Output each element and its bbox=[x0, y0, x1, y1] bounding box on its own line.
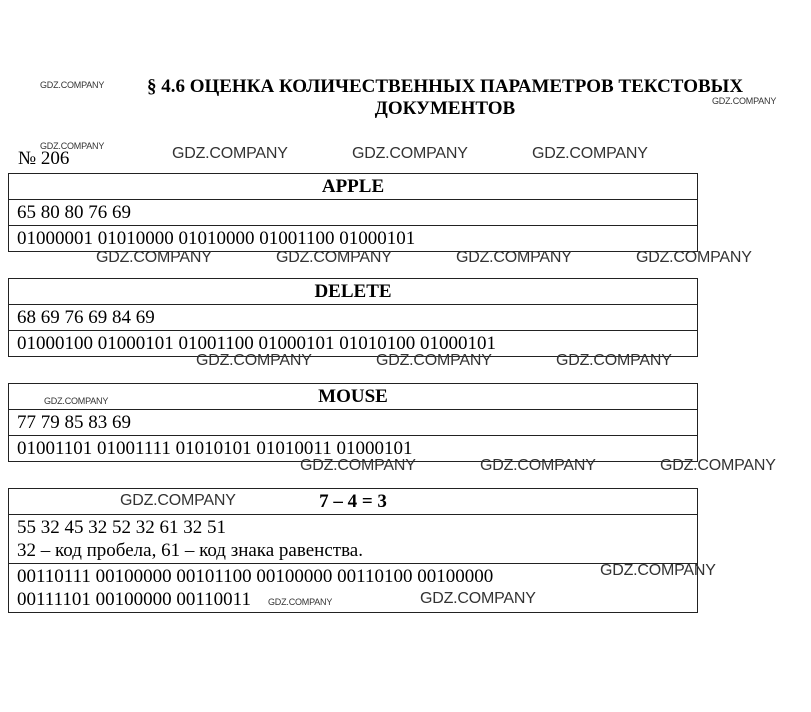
section-title bbox=[90, 76, 800, 120]
table-heading: DELETE bbox=[9, 279, 697, 305]
section-title-line1: § 4.6 ОЦЕНКА КОЛИЧЕСТВЕННЫХ ПАРАМЕТРОВ ТЕКСТОВЫХ bbox=[146, 76, 744, 97]
binary-codes-line2: 00111101 00100000 00110011 bbox=[17, 589, 251, 610]
binary-codes-row: 01001101 01001111 01010101 01010011 01000101 bbox=[9, 436, 697, 462]
problem-number: № 206 bbox=[18, 148, 70, 169]
watermark: GDZ.COMPANY bbox=[660, 457, 776, 474]
watermark: GDZ.COMPANY bbox=[376, 352, 492, 369]
section-title-line2: ДОКУМЕНТОВ bbox=[374, 98, 516, 119]
binary-codes-row bbox=[9, 564, 697, 613]
encoding-table-expression bbox=[8, 488, 698, 613]
decimal-codes-row: 77 79 85 83 69 bbox=[9, 410, 697, 436]
watermark: GDZ.COMPANY bbox=[636, 249, 752, 266]
watermark: GDZ.COMPANY bbox=[532, 145, 648, 162]
watermark: GDZ.COMPANY bbox=[456, 249, 572, 266]
watermark: GDZ.COMPANY bbox=[96, 249, 212, 266]
watermark: GDZ.COMPANY bbox=[300, 457, 416, 474]
binary-codes-row: 01000100 01000101 01001100 01000101 01010100 01000101 bbox=[9, 331, 697, 357]
watermark: GDZ.COMPANY bbox=[268, 597, 333, 607]
table-heading: 7 – 4 = 3 bbox=[9, 489, 697, 515]
decimal-codes-row bbox=[9, 515, 697, 564]
decimal-codes-row: 65 80 80 76 69 bbox=[9, 200, 697, 226]
watermark: GDZ.COMPANY bbox=[276, 249, 392, 266]
watermark: GDZ.COMPANY bbox=[352, 145, 468, 162]
encoding-table-mouse bbox=[8, 383, 698, 462]
encoding-table-delete bbox=[8, 278, 698, 357]
encoding-table-apple bbox=[8, 173, 698, 252]
table-heading: MOUSE bbox=[9, 384, 697, 410]
binary-codes-row: 01000001 01010000 01010000 01001100 01000101 bbox=[9, 226, 697, 252]
watermark: GDZ.COMPANY bbox=[40, 80, 105, 90]
watermark: GDZ.COMPANY bbox=[556, 352, 672, 369]
watermark: GDZ.COMPANY bbox=[172, 145, 288, 162]
binary-codes-line1: 00110111 00100000 00101100 00100000 00110100 00100000 bbox=[17, 566, 494, 587]
codes-note: 32 – код пробела, 61 – код знака равенства. bbox=[17, 540, 363, 561]
watermark: GDZ.COMPANY bbox=[196, 352, 312, 369]
watermark: GDZ.COMPANY bbox=[480, 457, 596, 474]
watermark: GDZ.COMPANY bbox=[420, 590, 536, 607]
decimal-codes: 55 32 45 32 52 32 61 32 51 bbox=[17, 517, 226, 538]
watermark: GDZ.COMPANY bbox=[44, 396, 109, 406]
decimal-codes-row: 68 69 76 69 84 69 bbox=[9, 305, 697, 331]
table-heading: APPLE bbox=[9, 174, 697, 200]
watermark: GDZ.COMPANY bbox=[712, 96, 777, 106]
watermark: GDZ.COMPANY bbox=[40, 141, 105, 151]
watermark: GDZ.COMPANY bbox=[120, 492, 236, 509]
watermark: GDZ.COMPANY bbox=[600, 562, 716, 579]
